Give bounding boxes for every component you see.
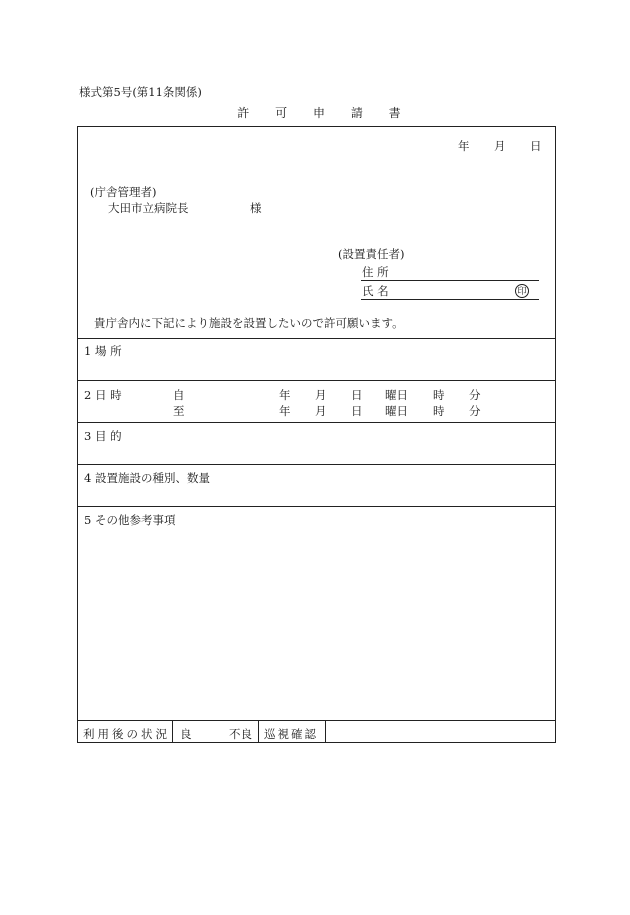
name-underline [361,299,539,300]
item-facility-label: 4 設置施設の種別、数量 [84,471,210,485]
footer-divider [258,721,259,743]
inspection-label: 巡視確認 [264,727,318,741]
status-after-use-label: 利用後の状況 [83,727,170,741]
from-weekday: 曜日 [385,388,408,402]
title-char: 可 [275,106,288,120]
applicant-name-label: 氏 名 [362,284,389,298]
title-char: 請 [350,106,363,120]
from-day: 日 [351,388,363,402]
to-minute: 分 [469,404,481,418]
title-char: 書 [388,106,401,120]
applicant-label: (設置責任者) [338,247,405,261]
to-month: 月 [315,404,327,418]
datetime-to-label: 至 [173,404,185,418]
divider [78,506,555,507]
from-year: 年 [279,388,291,402]
application-form [77,126,556,743]
divider [78,720,555,721]
to-hour: 時 [433,404,445,418]
addressee-honorific: 様 [250,201,262,215]
addressee-label: (庁舎管理者) [90,185,157,199]
divider [78,380,555,381]
document-title [79,104,559,121]
applicant-address-label: 住 所 [362,265,389,279]
item-purpose-label: 3 目 的 [84,429,122,443]
title-char: 許 [237,106,250,120]
title-char: 申 [312,106,325,120]
to-year: 年 [279,404,291,418]
footer-divider [325,721,326,743]
status-good: 良 [180,727,192,741]
seal-mark: 印 [515,284,529,298]
footer-divider [172,721,173,743]
from-minute: 分 [469,388,481,402]
to-weekday: 曜日 [385,404,408,418]
from-hour: 時 [433,388,445,402]
item-place-label: 1 場 所 [84,344,122,358]
item-datetime-label: 2 日 時 [84,388,122,402]
to-day: 日 [351,404,363,418]
divider [78,338,555,339]
form-number: 様式第5号(第11条関係) [79,85,202,99]
item-other-label: 5 その他参考事項 [84,513,176,527]
datetime-from-label: 自 [173,388,185,402]
date-year-label: 年 [458,139,470,153]
from-month: 月 [315,388,327,402]
date-day-label: 日 [530,139,542,153]
date-month-label: 月 [494,139,506,153]
address-underline [361,280,539,281]
divider [78,464,555,465]
addressee-name: 大田市立病院長 [108,201,189,215]
status-bad: 不良 [229,727,252,741]
request-text: 貴庁舎内に下記により施設を設置したいので許可願います。 [94,316,404,330]
divider [78,422,555,423]
